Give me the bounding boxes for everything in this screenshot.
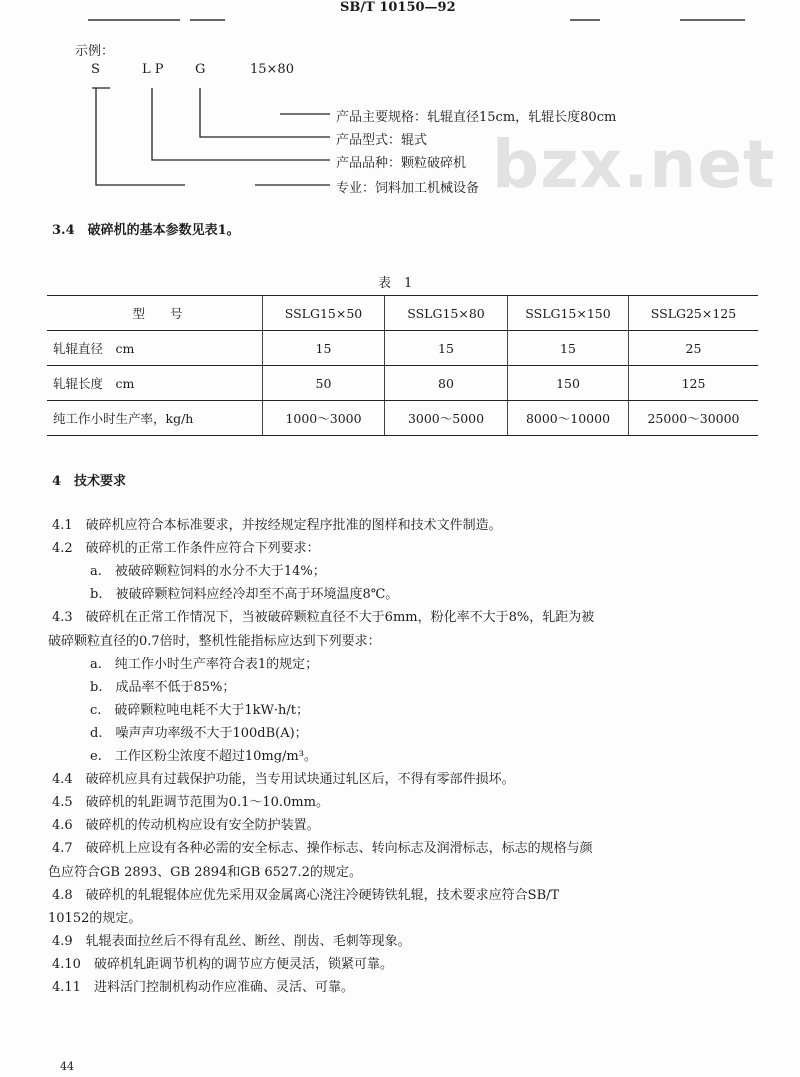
clause-line: 4.1 破碎机应符合本标准要求，并按经规定程序批准的图样和技术文件制造。 bbox=[52, 518, 502, 533]
header-cell: SSLG15×80 bbox=[385, 296, 508, 331]
clause-line: 4.3 破碎机在正常工作情况下，当被破碎颗粒直径不大于6mm，粉化率不大于8%，轧距为被 bbox=[52, 610, 595, 626]
note-type: 产品型式：辊式 bbox=[336, 133, 428, 148]
header-cell: SSLG15×150 bbox=[508, 296, 629, 331]
clause-line: 色应符合GB 2893、GB 2894和GB 6527.2的规定。 bbox=[48, 864, 362, 880]
cell: 125 bbox=[629, 366, 759, 401]
cell: 15 bbox=[263, 331, 385, 366]
table-row bbox=[47, 331, 758, 366]
cell: 轧辊长度 cm bbox=[47, 366, 263, 401]
clause-line: d. 噪声声功率级不大于100dB(A)； bbox=[90, 725, 308, 741]
clause-line: 4.10 破碎机轧距调节机构的调节应方便灵活，锁紧可靠。 bbox=[52, 956, 393, 972]
cell: 50 bbox=[263, 366, 385, 401]
cell: 25000～30000 bbox=[629, 401, 759, 436]
page-number: 44 bbox=[60, 1060, 74, 1073]
header-cell: SSLG25×125 bbox=[629, 296, 759, 331]
note-variety: 产品品种：颗粒破碎机 bbox=[336, 156, 467, 171]
note-spec: 产品主要规格：轧辊直径15cm，轧辊长度80cm bbox=[336, 110, 617, 125]
cell: 8000～10000 bbox=[508, 401, 629, 436]
clause-line: b. 被破碎颗粒饲料应经冷却至不高于环境温度8℃。 bbox=[90, 587, 399, 603]
table-header-row bbox=[47, 296, 758, 331]
clause-line: b. 成品率不低于85%； bbox=[90, 679, 236, 695]
cell: 纯工作小时生产率，kg/h bbox=[47, 401, 263, 436]
cell: 15 bbox=[508, 331, 629, 366]
table-caption: 表 1 bbox=[378, 276, 413, 291]
clause-line: c. 破碎颗粒吨电耗不大于1kW·h/t； bbox=[90, 702, 310, 718]
section-heading: 4 技术要求 bbox=[52, 474, 127, 489]
clause-line: a. 纯工作小时生产率符合表1的规定； bbox=[90, 656, 319, 672]
cell: 80 bbox=[385, 366, 508, 401]
clause-line: 4.7 破碎机上应设有各种必需的安全标志、操作标志、转向标志及润滑标志，标志的规格与颜 bbox=[52, 841, 593, 857]
note-specialty: 专业：饲料加工机械设备 bbox=[336, 181, 480, 196]
code-variety: L P bbox=[142, 62, 164, 77]
watermark: bzx.net bbox=[492, 126, 776, 203]
cell: 轧辊直径 cm bbox=[47, 331, 263, 366]
header-cell: SSLG15×50 bbox=[263, 296, 385, 331]
example-label: 示例： bbox=[75, 44, 115, 59]
clause-line: 破碎颗粒直径的0.7倍时，整机性能指标应达到下列要求： bbox=[48, 633, 381, 649]
clause-line: 10152的规定。 bbox=[48, 910, 142, 926]
clause-line: 4.8 破碎机的轧辊辊体应优先采用双金属离心浇注冷硬铸铁轧辊，技术要求应符合SB/T bbox=[52, 887, 560, 903]
header-cell: 型 号 bbox=[47, 296, 263, 331]
cell: 15 bbox=[385, 331, 508, 366]
clause-line: 4.5 破碎机的轧距调节范围为0.1～10.0mm。 bbox=[52, 795, 329, 811]
clause-line: 4.9 轧辊表面拉丝后不得有乱丝、断丝、削齿、毛刺等现象。 bbox=[52, 933, 411, 949]
code-spec: 15×80 bbox=[250, 62, 294, 77]
cell: 150 bbox=[508, 366, 629, 401]
cell: 3000～5000 bbox=[385, 401, 508, 436]
clause-line: 4.4 破碎机应具有过载保护功能，当专用试块通过轧区后，不得有零部件损坏。 bbox=[52, 772, 515, 788]
code-type: G bbox=[195, 62, 206, 77]
parameters-table bbox=[47, 295, 758, 436]
clause-line: 4.11 进料活门控制机构动作应准确、灵活、可靠。 bbox=[52, 980, 354, 995]
clause-list bbox=[0, 514, 800, 1054]
standard-number-header: SB/T 10150—92 bbox=[340, 0, 456, 15]
cell: 25 bbox=[629, 331, 759, 366]
table-row bbox=[47, 366, 758, 401]
clause-line: 4.2 破碎机的正常工作条件应符合下列要求： bbox=[52, 541, 320, 557]
clause-line: e. 工作区粉尘浓度不超过10mg/m³。 bbox=[90, 749, 317, 764]
clause-line: a. 被破碎颗粒饲料的水分不大于14%； bbox=[90, 564, 326, 580]
code-specialty: S bbox=[91, 62, 100, 77]
table-row bbox=[47, 401, 758, 436]
clause-3-4: 3.4 破碎机的基本参数见表1。 bbox=[52, 223, 240, 238]
cell: 1000～3000 bbox=[263, 401, 385, 436]
clause-line: 4.6 破碎机的传动机构应设有安全防护装置。 bbox=[52, 818, 320, 834]
